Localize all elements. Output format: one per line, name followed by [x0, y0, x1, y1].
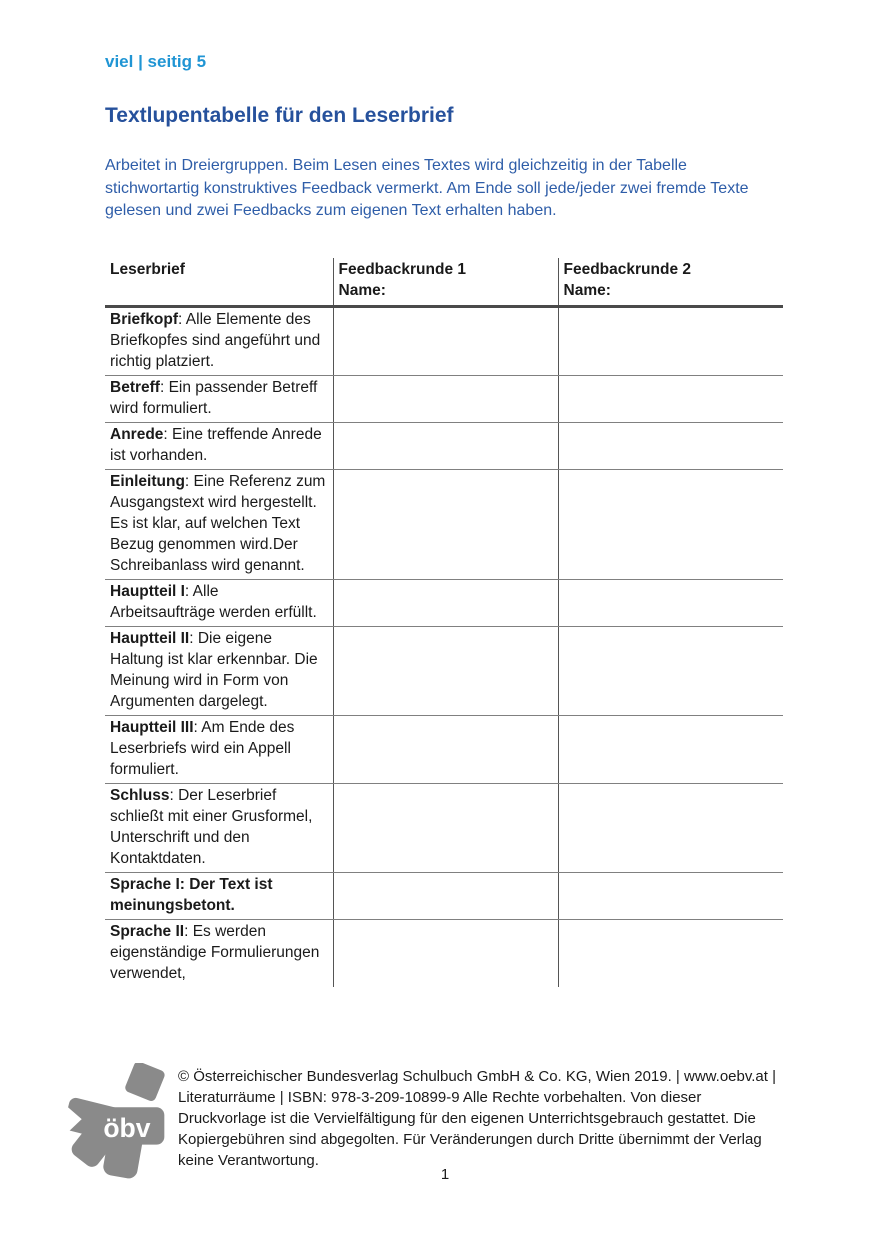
feedback-cell	[333, 873, 558, 920]
intro-line: stichwortartig konstruktives Feedback vermerkt. Am Ende soll jede/jeder zwei fremde Texte	[105, 179, 749, 197]
copyright-line: Kopiergebühren sind abgegolten. Für Veränderungen durch Dritte übernimmt der Verlag	[178, 1131, 762, 1148]
copyright-line: keine Verantwortung.	[178, 1152, 319, 1169]
feedback-cell	[558, 470, 783, 580]
column-header: Leserbrief	[105, 258, 333, 307]
feedback-cell	[558, 627, 783, 716]
table-row	[105, 716, 783, 784]
table-row	[105, 470, 783, 580]
criterion-cell: Sprache I: Der Text ist meinungsbetont.	[105, 873, 333, 920]
criterion-cell: Hauptteil I: Alle Arbeitsaufträge werden erfüllt.	[105, 580, 333, 627]
table-row	[105, 376, 783, 423]
column-header: Feedbackrunde 1 Name:	[333, 258, 558, 307]
feedback-cell	[333, 376, 558, 423]
feedback-cell	[333, 470, 558, 580]
copyright-line: Druckvorlage ist die Vervielfältigung für den eigenen Unterrichtsgebrauch gestattet. Die	[178, 1110, 756, 1127]
table-row	[105, 307, 783, 376]
intro-line: gelesen und zwei Feedbacks zum eigenen Text erhalten haben.	[105, 202, 557, 219]
feedback-cell	[333, 920, 558, 988]
feedback-cell	[558, 423, 783, 470]
criterion-cell: Betreff: Ein passender Betreff wird formuliert.	[105, 376, 333, 423]
feedback-cell	[558, 920, 783, 988]
feedback-cell	[558, 376, 783, 423]
criterion-cell: Einleitung: Eine Referenz zum Ausgangstext wird hergestellt. Es ist klar, auf welchen Text Bezug genommen wird.Der Schreibanlass wird genannt.	[105, 470, 333, 580]
page-number: 1	[440, 1166, 450, 1183]
feedback-cell	[558, 716, 783, 784]
copyright-line: Literaturräume | ISBN: 978-3-209-10899-9 Alle Rechte vorbehalten. Von dieser	[178, 1089, 702, 1106]
table-row	[105, 423, 783, 470]
table-header	[105, 258, 783, 307]
copyright-text	[178, 1066, 796, 1171]
table-row	[105, 580, 783, 627]
feedback-cell	[558, 307, 783, 376]
table-body	[105, 307, 783, 988]
feedback-cell	[558, 580, 783, 627]
column-header: Feedbackrunde 2 Name:	[558, 258, 783, 307]
feedback-cell	[558, 784, 783, 873]
page-title: Textlupentabelle für den Leserbrief	[105, 104, 454, 127]
feedback-cell	[333, 627, 558, 716]
intro-line: Arbeitet in Dreiergruppen. Beim Lesen eines Textes wird gleichzeitig in der Tabelle	[105, 157, 687, 174]
criterion-cell: Hauptteil II: Die eigene Haltung ist klar erkennbar. Die Meinung wird in Form von Argumenten dargelegt.	[105, 627, 333, 716]
criterion-cell: Briefkopf: Alle Elemente des Briefkopfes sind angeführt und richtig platziert.	[105, 307, 333, 376]
table-row	[105, 920, 783, 988]
copyright-line: © Österreichischer Bundesverlag Schulbuch GmbH & Co. KG, Wien 2019. | www.oebv.at |	[178, 1068, 776, 1085]
logo-text: öbv	[103, 1112, 151, 1143]
logo-detached-square	[124, 1063, 166, 1102]
feedback-cell	[333, 423, 558, 470]
feedback-table	[105, 258, 783, 987]
table-row	[105, 873, 783, 920]
series-label: viel | seitig 5	[105, 52, 207, 71]
criterion-cell: Sprache II: Es werden eigenständige Formulierungen verwendet,	[110, 923, 320, 982]
feedback-cell	[333, 580, 558, 627]
feedback-cell	[333, 716, 558, 784]
table-row	[105, 784, 783, 873]
table-row	[105, 627, 783, 716]
intro-paragraph	[105, 155, 805, 223]
feedback-cell	[333, 784, 558, 873]
feedback-cell	[558, 873, 783, 920]
criterion-cell: Hauptteil III: Am Ende des Leserbriefs wird ein Appell formuliert.	[105, 716, 333, 784]
feedback-cell	[333, 307, 558, 376]
criterion-cell: Schluss: Der Leserbrief schließt mit einer Grusformel, Unterschrift und den Kontaktdaten.	[105, 784, 333, 873]
criterion-cell: Anrede: Eine treffende Anrede ist vorhanden.	[105, 423, 333, 470]
